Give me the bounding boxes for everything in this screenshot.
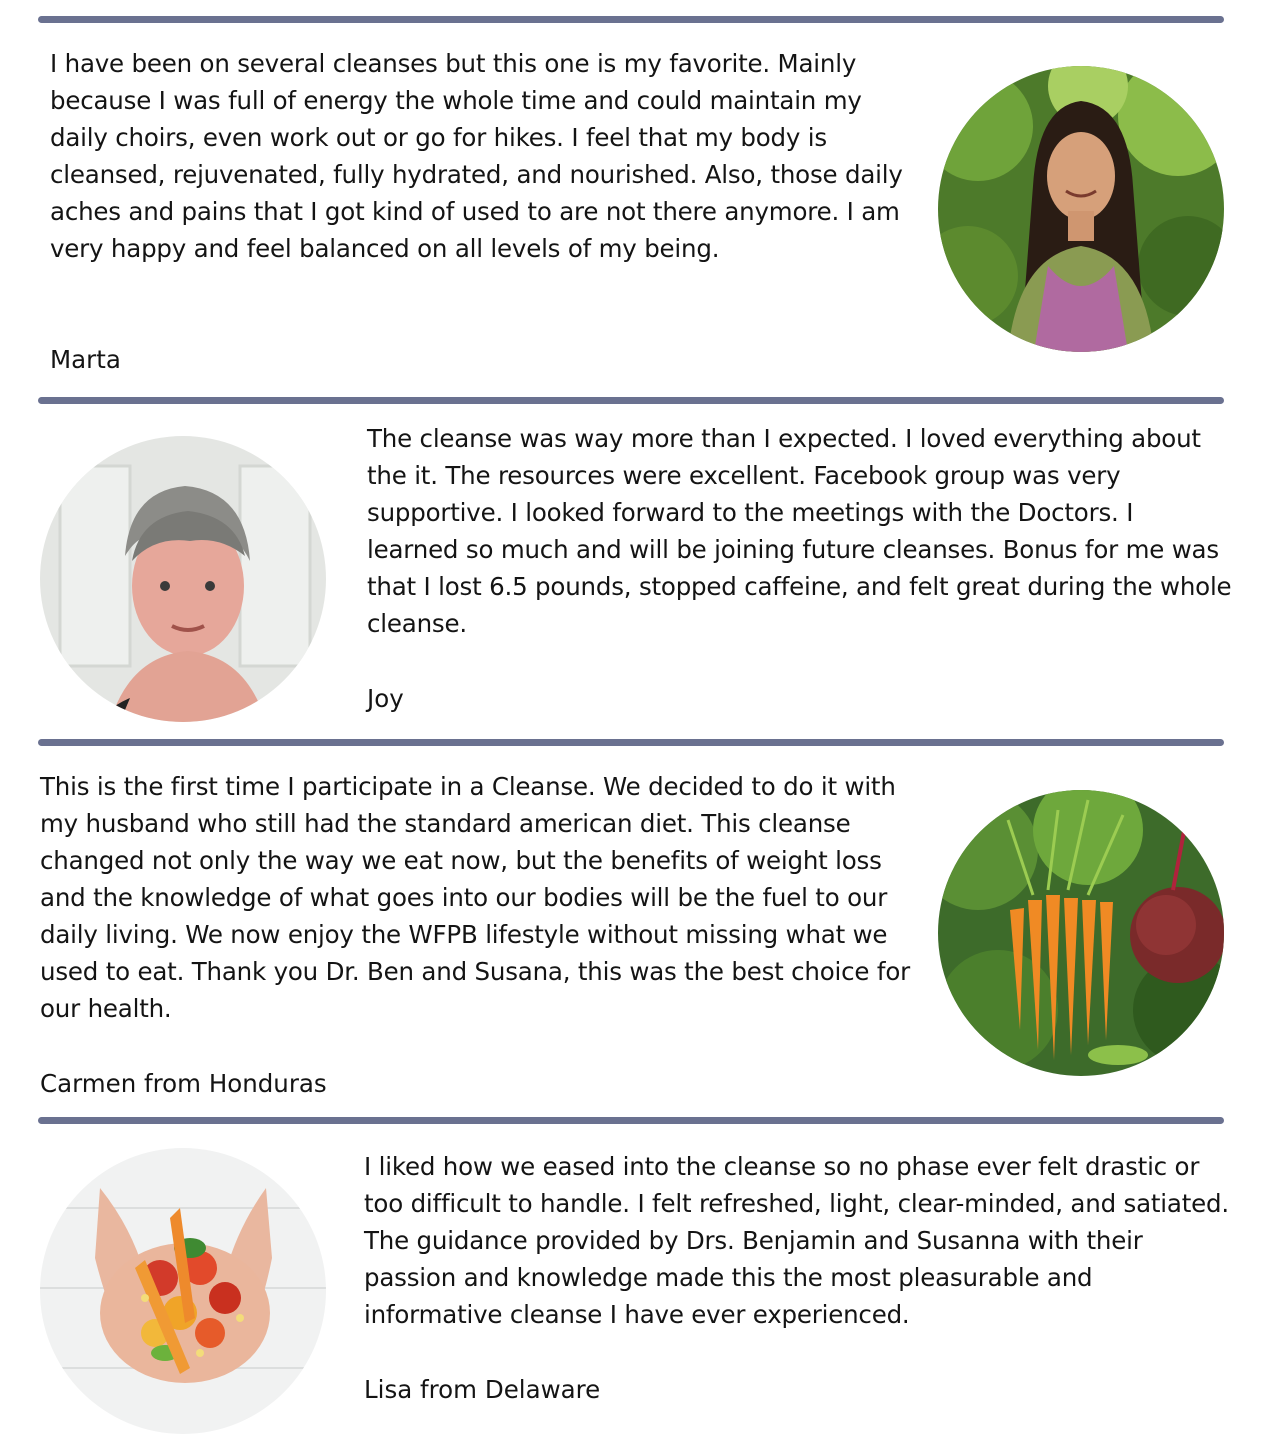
section-divider <box>38 397 1224 404</box>
testimonial-quote: I have been on several cleanses but this one is my favorite. Mainly because I was full of energy the whole time and could maintain my daily choirs, even work out or go for hikes. I feel that my body is cleansed, rejuvenated, fully hydrated, and nourished. Also, those daily aches and pains that I got kind of used to are not there anymore. I am very happy and feel balanced on all levels of my being. <box>50 49 903 263</box>
woman-portrait-icon <box>40 436 326 722</box>
testimonial-author: Marta <box>50 345 121 374</box>
testimonial-photo <box>938 66 1224 352</box>
carrots-icon <box>938 790 1224 1076</box>
section-divider <box>38 1117 1224 1124</box>
section-divider <box>38 739 1224 746</box>
testimonial-quote: The cleanse was way more than I expected. I loved everything about the it. The resources were excellent. Facebook group was very supportive. I looked forward to the meetings with the Doctors. I learned so much and will be joining future cleanses. Bonus for me was that I lost 6.5 pounds, stopped caffeine, and felt great during the whole cleanse. <box>367 424 1232 638</box>
testimonial-author: Carmen from Honduras <box>40 1069 327 1098</box>
section-divider <box>38 16 1224 23</box>
woman-portrait-icon <box>938 66 1224 352</box>
testimonial-author: Lisa from Delaware <box>364 1375 601 1404</box>
hands-vegetables-icon <box>40 1148 326 1434</box>
testimonial-photo <box>938 790 1224 1076</box>
testimonial-photo <box>40 436 326 722</box>
testimonial-author: Joy <box>367 684 404 713</box>
testimonial-quote: This is the first time I participate in a Cleanse. We decided to do it with my husband who still had the standard american diet. This cleanse changed not only the way we eat now, but the benefits of weight loss and the knowledge of what goes into our bodies will be the fuel to our daily living. We now enjoy the WFPB lifestyle without missing what we used to eat. Thank you Dr. Ben and Susana, this was the best choice for our health. <box>40 772 910 1023</box>
testimonial-quote: I liked how we eased into the cleanse so no phase ever felt drastic or too difficult to handle. I felt refreshed, light, clear-minded, and satiated. The guidance provided by Drs. Benjamin and Susanna with their passion and knowledge made this the most pleasurable and informative cleanse I have ever experienced. <box>364 1152 1229 1329</box>
testimonial-photo <box>40 1148 326 1434</box>
